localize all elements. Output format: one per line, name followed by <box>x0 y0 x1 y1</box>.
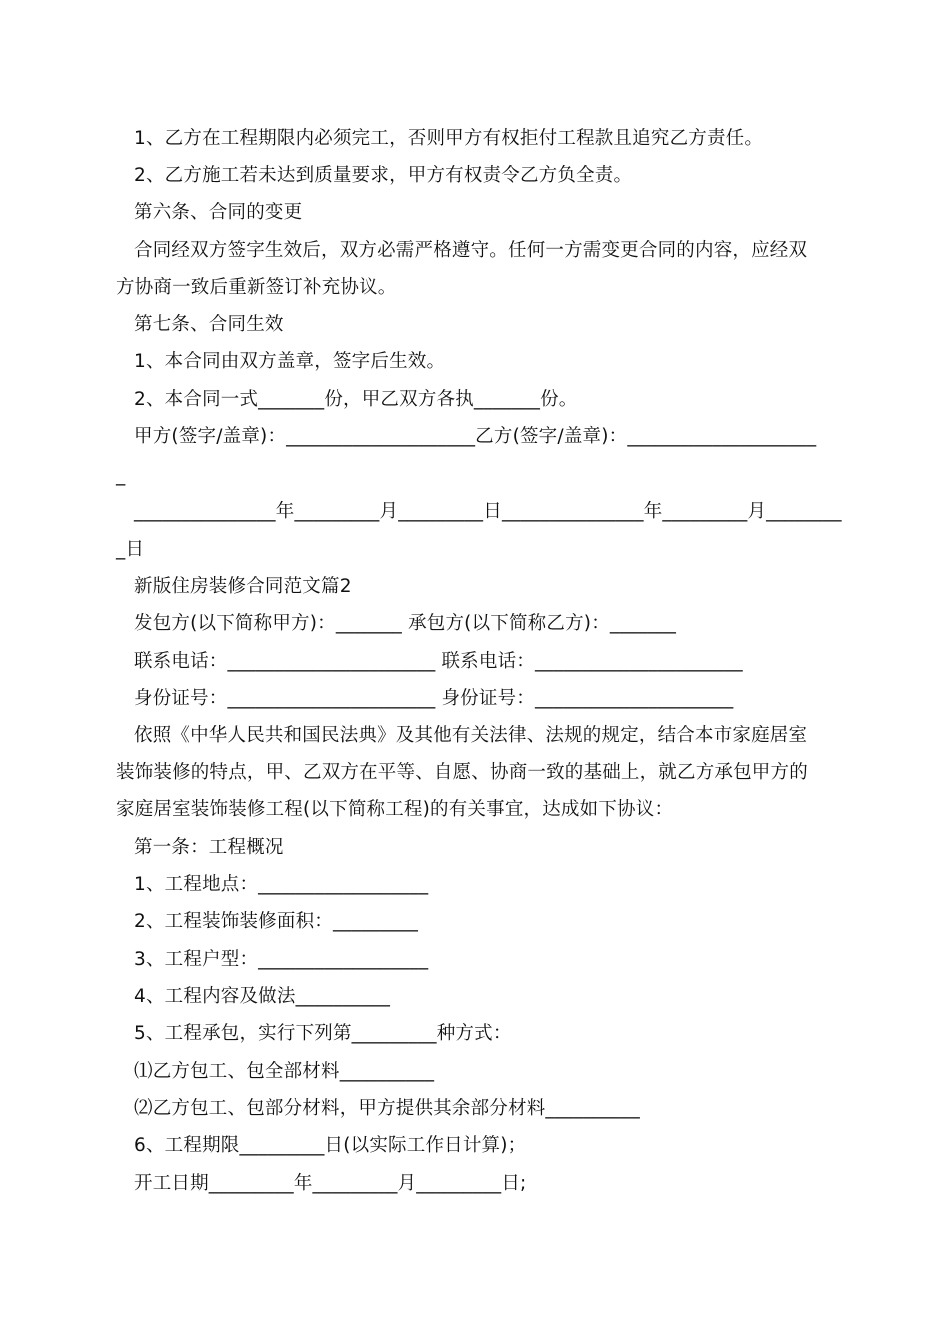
clause-effective-on-seal: 1、本合同由双方盖章，签字后生效。 <box>134 351 446 372</box>
contract-2-title: 新版住房装修合同范文篇2 <box>134 576 352 597</box>
clause-quality-requirement: 2、乙方施工若未达到质量要求，甲方有权责令乙方负全责。 <box>134 165 633 186</box>
preamble-line-1: 依照《中华人民共和国民法典》及其他有关法律、法规的规定，结合本市家庭居室 <box>134 725 808 746</box>
project-duration: 6、工程期限_________日(以实际工作日计算)； <box>134 1135 527 1156</box>
article-six-paragraph-line-2: 方协商一致后重新签订补充协议。 <box>116 277 397 298</box>
method-option-2: ⑵乙方包工、包部分材料，甲方提供其余部分材料__________ <box>134 1098 640 1119</box>
preamble-line-3: 家庭居室装饰装修工程(以下简称工程)的有关事宜，达成如下协议： <box>116 799 674 820</box>
article-six-paragraph-line-1: 合同经双方签字生效后，双方必需严格遵守。任何一方需变更合同的内容，应经双 <box>134 240 808 261</box>
article-six-heading: 第六条、合同的变更 <box>134 202 303 223</box>
project-content: 4、工程内容及做法__________ <box>134 986 391 1007</box>
parties-line: 发包方(以下简称甲方)：_______ 承包方(以下简称乙方)：_______ <box>134 613 677 634</box>
id-number-line: 身份证号：______________________ 身份证号：_____________________ <box>134 688 734 709</box>
method-option-1: ⑴乙方包工、包全部材料__________ <box>134 1061 435 1082</box>
project-unit-type: 3、工程户型：__________________ <box>134 949 429 970</box>
preamble-line-2: 装饰装修的特点，甲、乙双方在平等、自愿、协商一致的基础上，就乙方承包甲方的 <box>116 762 808 783</box>
clause-copies: 2、本合同一式_______份，甲乙双方各执_______份。 <box>134 389 578 410</box>
start-date: 开工日期_________年_________月_________日; <box>134 1173 527 1194</box>
clause-completion-deadline: 1、乙方在工程期限内必须完工，否则甲方有权拒付工程款且追究乙方责任。 <box>134 128 764 149</box>
signature-line-continuation: _ <box>116 465 126 486</box>
date-line: _______________年_________月_________日_______________年_________月________ <box>134 501 842 522</box>
signature-line: 甲方(签字/盖章)：____________________乙方(签字/盖章)：____________________ <box>134 426 817 447</box>
phone-line: 联系电话：______________________ 联系电话：______________________ <box>134 651 743 672</box>
project-location: 1、工程地点：__________________ <box>134 874 429 895</box>
contracting-method: 5、工程承包，实行下列第_________种方式： <box>134 1023 512 1044</box>
project-area: 2、工程装饰装修面积：_________ <box>134 911 419 932</box>
article-seven-heading: 第七条、合同生效 <box>134 314 284 335</box>
date-line-continuation: _日 <box>116 539 145 560</box>
article-one-heading: 第一条：工程概况 <box>134 837 284 858</box>
